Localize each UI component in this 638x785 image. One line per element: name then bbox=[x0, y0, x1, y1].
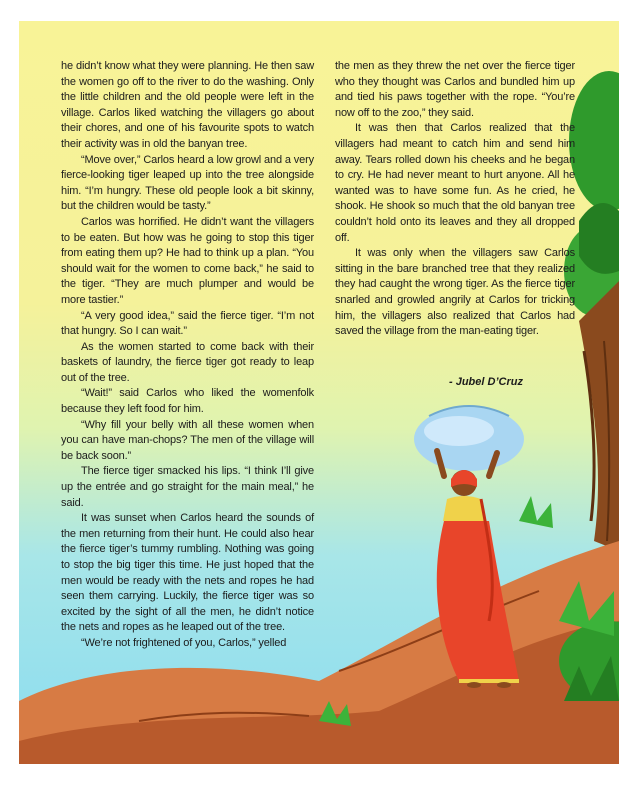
story-paragraph: Carlos was horrified. He didn’t want the villagers to be eaten. But how was he going to stop this tiger from eating them up? He had to think up a plan. “You should wait for the women to come back,” he said to the tiger. “They are much plumper and would be more tastier.” bbox=[61, 215, 314, 306]
story-column-right bbox=[335, 59, 575, 340]
tree-trunk bbox=[579, 281, 619, 551]
story-paragraph: “We’re not frightened of you, Carlos,” yelled bbox=[81, 636, 287, 649]
author-credit: - Jubel D’Cruz bbox=[449, 376, 523, 388]
story-paragraph: It was then that Carlos realized that the villagers had meant to catch him and send him away. Tears rolled down his cheeks and he began to cry. He had never meant to hurt anyone. All he wanted was to have some fun. As he cried, he shook. He shook so much that the old banyan tree couldn’t hold onto its leaves and they all dropped off. bbox=[335, 122, 575, 244]
story-column-left bbox=[61, 59, 314, 652]
story-paragraph: It was only when the villagers saw Carlos sitting in the bare branched tree that they realized they had caught the wrong tiger. As the fierce tiger snarled and growled angrily at Carlos for tricking him, the villagers also realized that Carlos had saved the village from the man-eating tiger. bbox=[335, 247, 575, 338]
story-paragraph: “A very good idea,” said the fierce tiger. “I’m not that hungry. So I can wait.” bbox=[61, 309, 314, 338]
story-paragraph: “Wait!” said Carlos who liked the womenfolk because they left food for him. bbox=[61, 387, 314, 416]
story-paragraph: The fierce tiger smacked his lips. “I think I’ll give up the entrée and go straight for the main meal,” he said. bbox=[61, 465, 314, 509]
story-paragraph: It was sunset when Carlos heard the sounds of the men returning from their hunt. He could also hear the fierce tiger’s tummy rumbling. Nothing was going to stop the big tiger this time. He just hoped that the men would be ready with the nets and ropes he had seen them carrying. Luckily, the fierce tiger was so excited by the sight of all the men, he didn’t notice the nets and ropes as he leaped out of the tree. bbox=[61, 512, 314, 634]
story-paragraph: the men as they threw the net over the fierce tiger who they thought was Carlos and bundled him up and tied his paws together with the rope. “You’re now off to the zoo,” they said. bbox=[335, 60, 575, 119]
story-paragraph: As the women started to come back with their baskets of laundry, the fierce tiger got ready to leap out of the tree. bbox=[61, 340, 314, 384]
story-paragraph: “Move over,” Carlos heard a low growl and a very fierce-looking tiger leaped up into the tree alongside him. “I’m hungry. These old people look a bit skinny, but the children would be tasty.” bbox=[61, 153, 314, 213]
story-paragraph: he didn’t know what they were planning. He then saw the women go off to the river to do the washing. Only the little children and the old people were left in the village. Carlos liked watching the villagers go about their chores, and one of his favourite spots to watch their activity was in old the banyan tree. bbox=[61, 60, 314, 150]
story-page bbox=[19, 21, 619, 764]
story-paragraph: “Why fill your belly with all these women when you can have man-chops? The men of the village will be back soon.” bbox=[61, 418, 314, 462]
